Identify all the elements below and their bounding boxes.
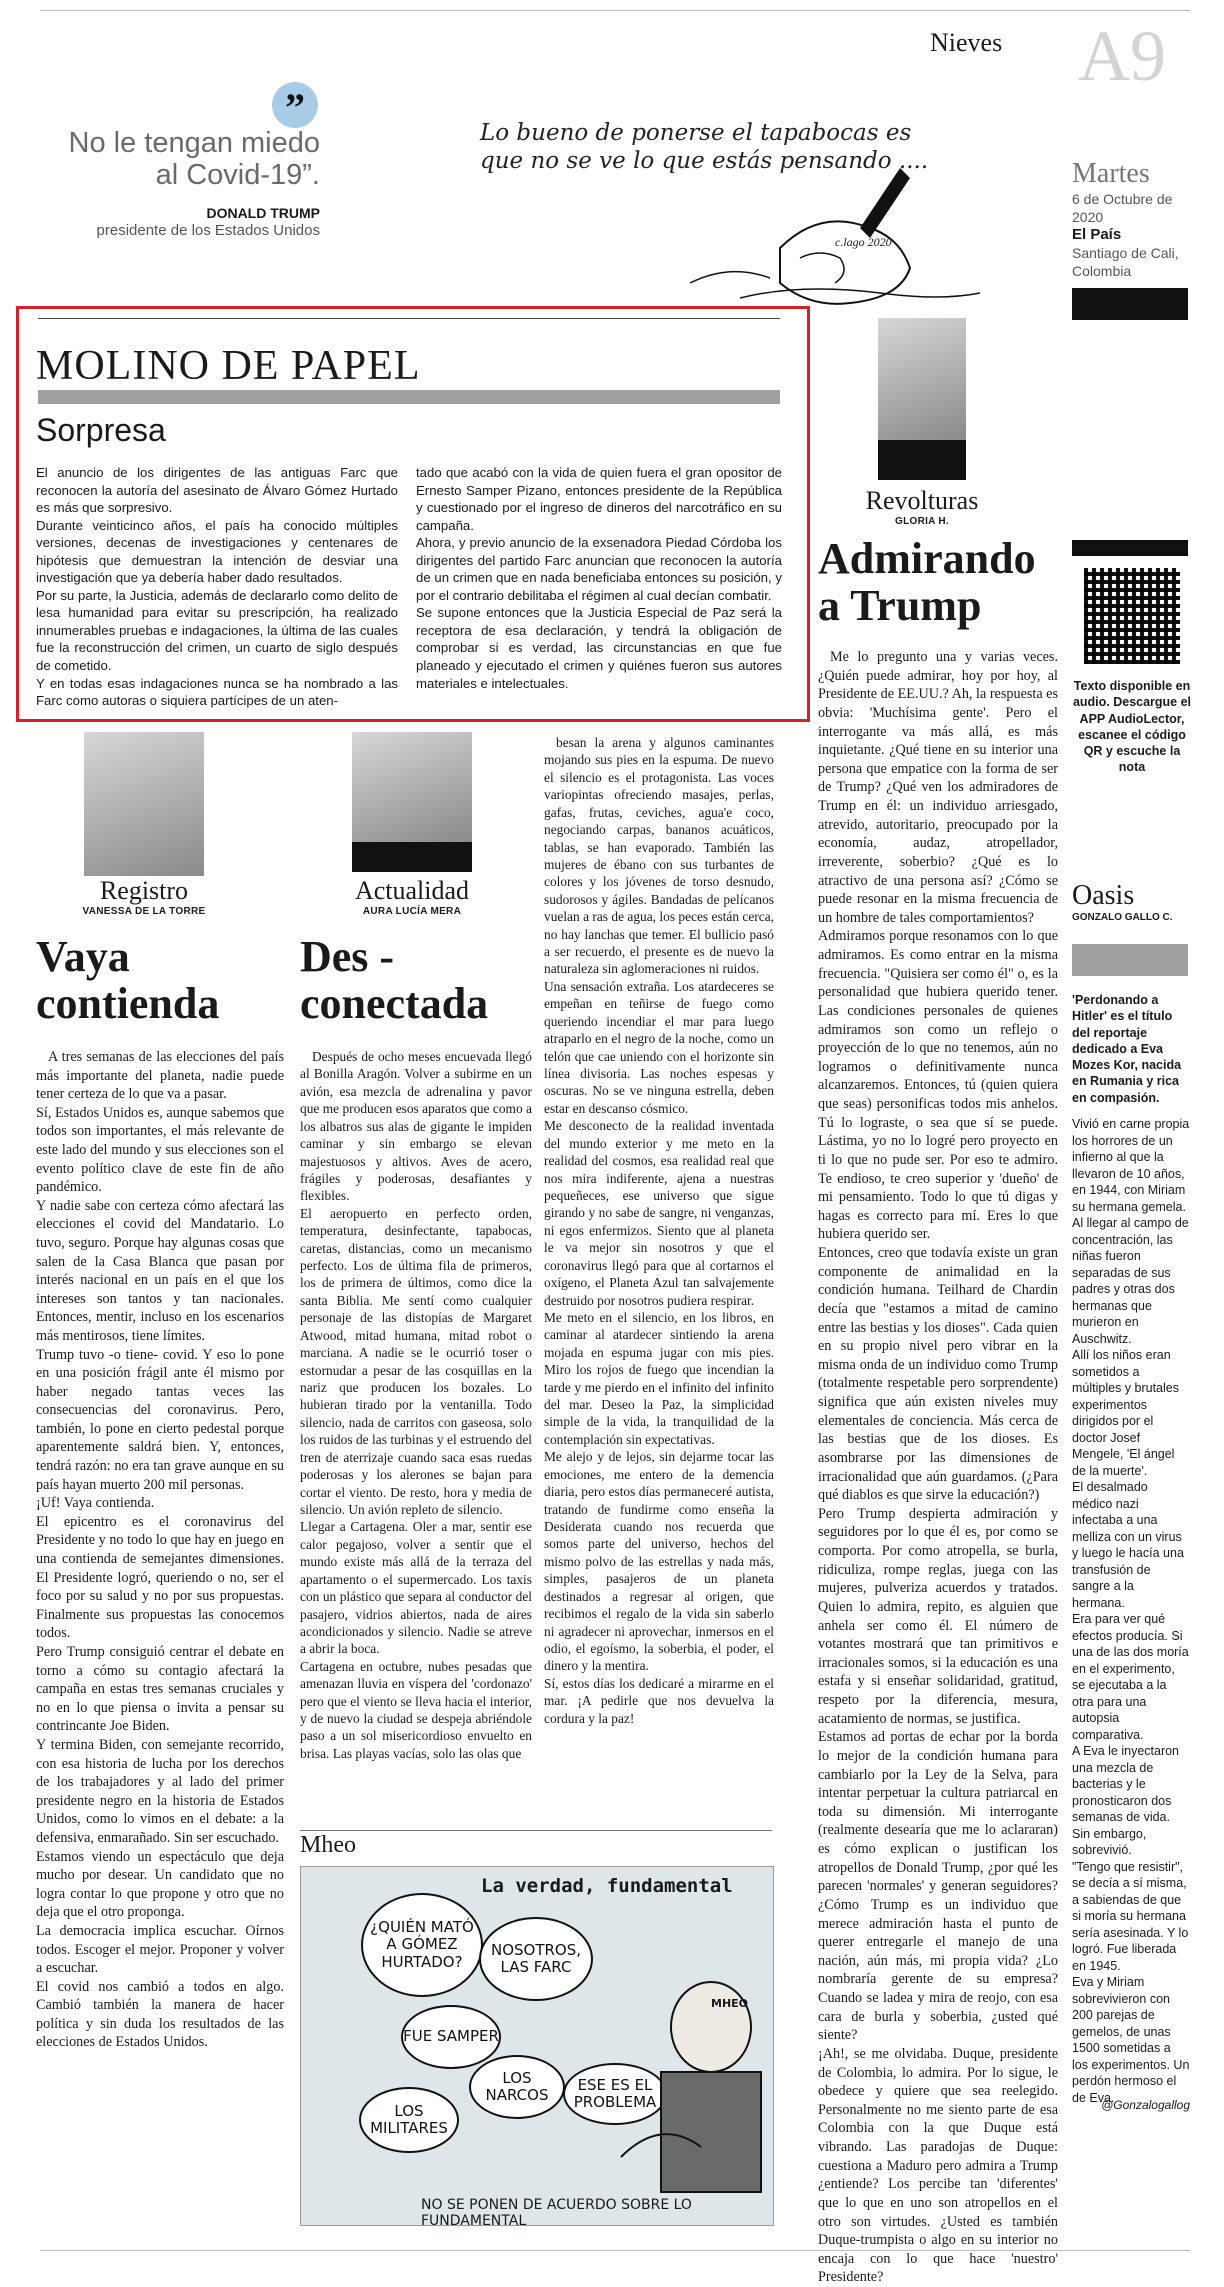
editorial-rule xyxy=(38,318,780,319)
section-name: Nieves xyxy=(930,28,1003,57)
cartoon-label: Mheo xyxy=(300,1832,356,1858)
column-author-oasis: GONZALO GALLO C. xyxy=(1072,912,1173,923)
qr-code-icon[interactable] xyxy=(1084,568,1180,664)
headline-revolturas: Admirando a Trump xyxy=(818,534,1036,630)
cartoon-bubble-6: LOS MILITARES xyxy=(359,2087,459,2153)
quote-text: No le tengan miedo al Covid-19”. xyxy=(68,127,320,191)
date-date: 6 de Octubre de 2020 xyxy=(1072,191,1173,226)
cartoon-bubble-1: ¿QUIÉN MATÓ A GÓMEZ HURTADO? xyxy=(361,1893,483,1997)
editorial-bar xyxy=(38,390,780,404)
editorial-column-2: tado que acabó con la vida de quien fuera el gran opositor de Ernesto Samper Pizano, entonces presidente de la República y cuestionado por el ingreso de dineros del narcotráfico en su campaña. Ahora, y previo anuncio de la exsenadora Piedad Córdoba los dirigentes del partido Farc anuncian que reconocen la autoría de un crimen que en nada beneficiaba entonces su posición, y por el contrario debilitaba el régimen al cual decían combatir. Se supone entonces que la Justicia Especial de Paz será la receptora de esa declaración, y tendrá la obligación de comprobar si es verdad, las circunstancias en que fue planeado y ejecutado el crimen y quiénes fueron sus autores materiales e intelectuales. xyxy=(416,465,782,691)
paper-name: El País xyxy=(1072,226,1122,243)
column-name-registro: Registro xyxy=(99,876,189,905)
oasis-bar xyxy=(1072,944,1188,976)
cartoon-signature: MHEO xyxy=(711,1997,749,2010)
oasis-handle: @Gonzalogallog xyxy=(1101,2098,1190,2112)
column-name-revolturas: Revolturas xyxy=(865,486,979,515)
column-author-registro: VANESSA DE LA TORRE xyxy=(82,906,206,917)
black-bar-sidebar xyxy=(1072,540,1188,556)
cartoon-bubble-3: FUE SAMPER xyxy=(401,2005,501,2069)
cartoon-caption: NO SE PONEN DE ACUERDO SOBRE LO FUNDAMENTAL xyxy=(421,2197,692,2226)
photo-bar-aura xyxy=(352,842,472,872)
cartoon-rule xyxy=(300,1830,772,1831)
columnist-photo-aura xyxy=(352,732,472,842)
article-body-actualidad-1: Después de ocho meses encuevada llegó al Bonilla Aragón. Volver a subirme en un avión, esa mezcla de adrenalina y pavor que me producen esos aparatos que como a los albatros sus alas de gigante le impiden caminar y sin embargo se elevan majestuosos y altivos. Aves de acero, frágiles y poderosas, desafiantes y flexibles. El aeropuerto en perfecto orden, temperatura, desinfectante, tapabocas, caretas, distancias, como un mecanismo perfecto. Los de última fila de primeros, los de primera de últimos, como dice la santa Biblia. Me sentí como cualquier personaje de las distopías de Margaret Atwood, mitad humana, mitad robot o marciana. A nadie se le ocurrió toser o estornudar a pesar de las cosquillas en la nariz que producen los bozales. Lo hubieran tirado por la ventanilla. Todo silencio, nada de carritos con gaseosa, solo los ruidos de las turbinas y el estruendo del tren de aterrizaje cuando saca esas ruedas poderosas y los alerones se bajan para cortar el viento. De resto, hora y media de silencio. Un avión repleto de silencio. Llegar a Cartagena. Oler a mar, sentir ese calor pegajoso, volver a sentir que el mundo existe más allá de la terraza del apartamento o el supermercado. Los taxis con un plástico que separa al conductor del pasajero, vidrios abiertos, nada de aires acondicionados y silencio. Nadie se atreve a abrir la boca. Cartagena en octubre, nubes pesadas que amenazan lluvia en víspera del 'cordonazo' pero que el viento se lleva hacia el interior, y de nuevo la ciudad se despeja abriéndole paso a un sol misericordioso envuelto en brisa. Las playas vacías, solo las olas que xyxy=(300,1049,532,1761)
column-author-actualidad: AURA LUCÍA MERA xyxy=(362,906,462,917)
column-author-revolturas: GLORIA H. xyxy=(895,516,949,527)
article-body-actualidad-2: besan la arena y algunos caminantes mojando sus pies en la espuma. De nuevo el silencio es el protagonista. Las voces variopintas ofreciendo masajes, perlas, gafas, frutas, ceviches, agua'e coco, negociando carpas, bananos acuáticos, tablas, se han evaporado. También las mujeres de ébano con sus turbantes de colores y los jóvenes de torso desnudo, sudorosos y ágiles. Bandadas de pelícanos vuelan a ras de agua, los peces están cerca, no hay lanchas que temer. El bullicio pasó a ser recuerdo, el presente es de nuevo la naturaleza sin aglomeraciones ni ruidos. Una sensación extraña. Los atardeceres se empeñan en teñirse de fuego como queriendo incendiar el mar para luego atraparlo en el negro de la noche, como un telón que cae uniendo con el horizonte sin línea divisoria. Las noches espesas y oscuras. No se ve ninguna estrella, deben estar en descanso cósmico. Me desconecto de la realidad inventada del mundo exterior y me meto en la realidad del cosmos, esa realidad real que nos mira indiferente, ajena a nuestras pequeñeces, ese universo que sigue girando y no sabe de sangre, ni venganzas, ni egos enfermizos. Siento que al planeta le va mejor sin nosotros y que el coronavirus llegó para que al cortarnos el oxígeno, el Planeta Azul tan salvajemente destruido por nosotros pudiera respirar. Me meto en el silencio, en los libros, en caminar al atardecer sintiendo la arena mojada en espuma jugar con mis pies. Miro los rojos de fuego que incendian la tarde y me pierdo en el infinito del infinito del mar. Deseo la Paz, la simplicidad simple de la vida, la tranquilidad de la contemplación sin expectativas. Me alejo y de lejos, sin dejarme tocar las emociones, me entero de la demencia diaria, pero estos días permaneceré autista, tratando de fundirme como enseña la Desiderata cuando nos recuerda que somos parte del universo, hechos del mismo polvo de las estrellas y nada más, simples, pasajeros de un planeta destinados a regresar al origen, que recibimos el regalo de la vida sin saberlo ni agradecer ni aprovechar, inmersos en el odio, el egoísmo, la soberbia, el poder, el dinero y la mentira. Sí, estos días los dedicaré a mirarme en el mar. ¡A pedirle que nos devuelva la cordura y la paz! xyxy=(544,735,774,1726)
quote-author: DONALD TRUMP xyxy=(206,205,320,221)
page-number: A9 xyxy=(1078,16,1166,96)
bottom-rule xyxy=(40,2250,1190,2251)
city-name: Santiago de Cali, Colombia xyxy=(1072,245,1179,280)
headline-registro: Vaya contienda xyxy=(36,932,220,1028)
column-name-oasis: Oasis xyxy=(1072,880,1135,911)
cartoon-figure xyxy=(601,1977,771,2197)
editorial-subtitle: Sorpresa xyxy=(36,412,166,448)
cartoon-bubble-2: NOSOTROS, LAS FARC xyxy=(479,1917,593,2001)
cartoon-title: La verdad, fundamental xyxy=(481,1875,733,1897)
oasis-body: Vivió en carne propia los horrores de un infierno al que la llevaron de 10 años, en 1944, con Miriam su hermana gemela. Al llegar al campo de concentración, las niñas fueron separadas de sus padres y otras dos hermanas que murieron en Auschwitz. Allí los niños eran sometidos a múltiples y brutales experimentos dirigidos por el doctor Josef Mengele, 'El ángel de la muerte'. El desalmado médico nazi infectaba a una melliza con un virus y luego le hacía una transfusión de sangre a la hermana. Era para ver qué efectos producía. Si una de las dos moría en el experimento, se ejecutaba a la otra para una autopsia comparativa. A Eva le inyectaron una mezcla de bacterias y le pronosticaron dos semanas de vida. Sin embargo, sobrevivió. "Tengo que resistir", se decía a sí misma, a sabiendas de que si moría su hermana sería asesinada. Y lo logró. Fue liberada en 1945. Eva y Miriam sobrevivieron con 200 parejas de gemelos, de unas 1500 sometidas a los experimentos. Un perdón hermoso el de Eva. xyxy=(1072,1117,1190,2105)
article-body-registro: A tres semanas de las elecciones del país más importante del planeta, nadie puede tener certeza de lo que va a pasar. Sí, Estados Unidos es, aunque sabemos que todos son importantes, el más relevante de este lado del mundo y sus elecciones son el evento político clave de este fin de año pandémico. Y nadie sabe con certeza cómo afectará las elecciones el covid del Mandatario. Lo tuvo, seguro. Porque hay algunas cosas que salen de la Casa Blanca que pasan por interés nacional en un país en el que los intereses son tantos y tan nacionales. Entonces, mentir, incluso en los escenarios más mentirosos, tiene límites. Trump tuvo -o tiene- covid. Y eso lo pone en una posición frágil ante él mismo por haber negado tantas veces las consecuencias del coronavirus. Pero, también, lo pone en cierto pedestal porque aparentemente saldrá bien. Y, entonces, tendrá razón: no era tan grave aunque en su país hayan muerto 200 mil personas. ¡Uf! Vaya contienda. El epicentro es el coronavirus del Presidente y no todo lo que hay en juego en una contienda de semejantes dimensiones. El Presidente logró, queriendo o no, ser el foco por su salud y no por sus propuestas. Finalmente sus propuestas las conocemos todos. Pero Trump consiguió centrar el debate en torno a cómo su contagio afectará la campaña en estas tres semanas cruciales y no en lo que piensa o invita a pensar su contrincante Joe Biden. Y termina Biden, con semejante recorrido, con esa historia de lucha por los derechos de los trabajadores y al lado del primer presidente negro en la historia de Estados Unidos, como lo vimos en el debate: a la defensiva, enmarañado. Sin ser escuchado. Estamos viendo un espectáculo que deja mucho por desear. Un candidato que no logra contar lo que propone y otro que no deja que el otro proponga. La democracia implica escuchar. Oírnos todos. Escoger el mejor. Proponer y volver a escuchar. El covid nos cambió a todos en algo. Cambió también la manera de hacer política y sin duda los resultados de las elecciones de Estados Unidos. xyxy=(36,1049,284,2051)
quote-role: presidente de los Estados Unidos xyxy=(96,222,320,239)
cartoon-bubble-5: ESE ES EL PROBLEMA xyxy=(563,2063,667,2125)
editorial-title: MOLINO DE PAPEL xyxy=(36,343,421,389)
photo-bar-gloria xyxy=(878,440,966,480)
qr-caption: Texto disponible en audio. Descargue el APP AudioLector, escanee el código QR y escuche la nota xyxy=(1072,679,1192,775)
article-body-revolturas: Me lo pregunto una y varias veces. ¿Quién puede admirar, hoy por hoy, al Presidente de EE.UU.? Ah, la respuesta es obvia: 'Muchísima gente'. Pero el interrogante va más allá, es más inquietante. ¿Qué tiene en su interior una persona que empatice con la forma de ser de Trump? ¿Qué ven los admiradores de Trump en él: un individuo arriesgado, atrevido, autoritario, preocupado por la economía, audaz, atropellador, irreverente, soberbio? ¿Qué es lo atractivo de una persona así? ¿Cómo se puede resonar en la misma frecuencia de un hombre de tales comportamientos? Admiramos porque resonamos con lo que admiramos. Es como entrar en la misma frecuencia. "Quisiera ser como él" o, es la personalidad que hubiera querido tener. Las condiciones personales de quienes admiramos son como un reflejo o proyección de lo que no tenemos, aún no logramos o definitivamente nunca alcanzaremos. Entonces, tú (quien quiera que seas) personificas todos mis anhelos. Tú lo lograste, o sea que sí se puede. Lástima, yo no lo logré pero proyecto en ti lo que no pude ser. Por eso te admiro. Te endioso, te creo superior y 'dueño' de mi pensamiento. Todo lo que tú digas y hagas es correcto para mí. Eres lo que hubiera querido ser. Entonces, creo que todavía existe un gran componente de animalidad en la condición humana. Teilhard de Chardin decía que "estamos a mitad de camino entre las bestias y los dioses". Cada quien en su propio nivel pero vibrar en la misma onda de un individuo como Trump (totalmente respetable pero sorprendente) significa que aún existen niveles muy elementales de conciencia. Más cerca de las bestias que de los dioses. Es asombrarse por las dimensiones de irracionalidad que aún guardamos. (¿Para qué diablos es que sirve la educación?) Pero Trump despierta admiración y seguidores por lo que él es, por como se comporta. Por como atropella, se burla, ridiculiza, rompe reglas, juega con las mujeres, pulveriza acuerdos y tratados. Quien lo admira, repito, es alguien que anhela ser como él. El número de votantes mostrará que tan primitivos e irracionales somos, si la educación es una estafa y si enseñar solidaridad, gratitud, respeto por la diferencia, mesura, acatamiento de normas, se justifica. Estamos ad portas de echar por la borda lo mejor de la condición humana para cambiarlo por la Ley de la Selva, para intentar perpetuar la cultura patriarcal en toda su dimensión. Mi interrogante (realmente desearía que me lo aclararan) es cómo explican o justifican los atropellos de Donald Trump, ¿por qué les parecen 'normales' y generan seguidores? ¿Cómo Trump es un individuo que merece admiración hasta el punto de querer entregarle el manejo de una nación, aún más, mi propia vida? ¿Lo nombraría gerente de su empresa? Cuando se ladea y mira de reojo, con esa cara de burla y soberbia, ¿usted qué siente? ¡Ah!, se me olvidaba. Duque, presidente de Colombia, lo admira. Por lo sigue, le obedece y quiere que sea reelegido. Personalmente no me siento parte de esa Colombia con la que Duque está vibrando. Las paradojas de Duque: cuestiona a Maduro pero admira a Trump ¿entiende? Los percibe tan 'diferentes' que lo que en uno son atropellos en el otro son virtudes. ¿Usted es también Duque-trumpista o algo en su interior no encaja con lo que hace 'nuestro' Presidente? xyxy=(818,649,1058,2286)
columnist-photo-vanessa xyxy=(84,732,204,876)
cartoon-panel xyxy=(300,1866,774,2226)
oasis-lead: 'Perdonando a Hitler' es el título del reportaje dedicado a Eva Mozes Kor, nacida en Rumania y rica en compasión. xyxy=(1072,993,1182,1105)
editorial-column-1: El anuncio de los dirigentes de las antiguas Farc que reconocen la autoría del asesinato de Álvaro Gómez Hurtado es más que sorpresivo. Durante veinticinco años, el país ha conocido múltiples versiones, decenas de investigaciones y centenares de hipótesis que demuestran la intención de desviar una investigación que ya debería haber dado resultados. Por su parte, la Justicia, además de declararlo como delito de lesa humanidad para evitar su prescripción, ha realizado innumerables pruebas e indagaciones, la última de las cuales fue la reconstrucción del crimen, un cuarto de siglo después de cometido. Y en todas esas indagaciones nunca se ha nombrado a las Farc como autoras o siquiera partícipes de un aten- xyxy=(36,465,398,709)
columnist-photo-gloria xyxy=(878,318,966,440)
quote-mark-icon: ” xyxy=(272,82,318,128)
black-bar-top xyxy=(1072,288,1188,320)
top-cartoon-signature: c.lago 2020 xyxy=(835,235,892,249)
column-name-actualidad: Actualidad xyxy=(354,876,470,905)
cartoon-bubble-4: LOS NARCOS xyxy=(469,2055,565,2119)
date-day: Martes xyxy=(1072,158,1150,189)
headline-actualidad: Des - conectada xyxy=(300,932,489,1028)
top-cartoon-caption: Lo bueno de ponerse el tapabocas es que no se ve lo que estás pensando .... xyxy=(480,120,929,174)
top-rule xyxy=(40,10,1190,11)
